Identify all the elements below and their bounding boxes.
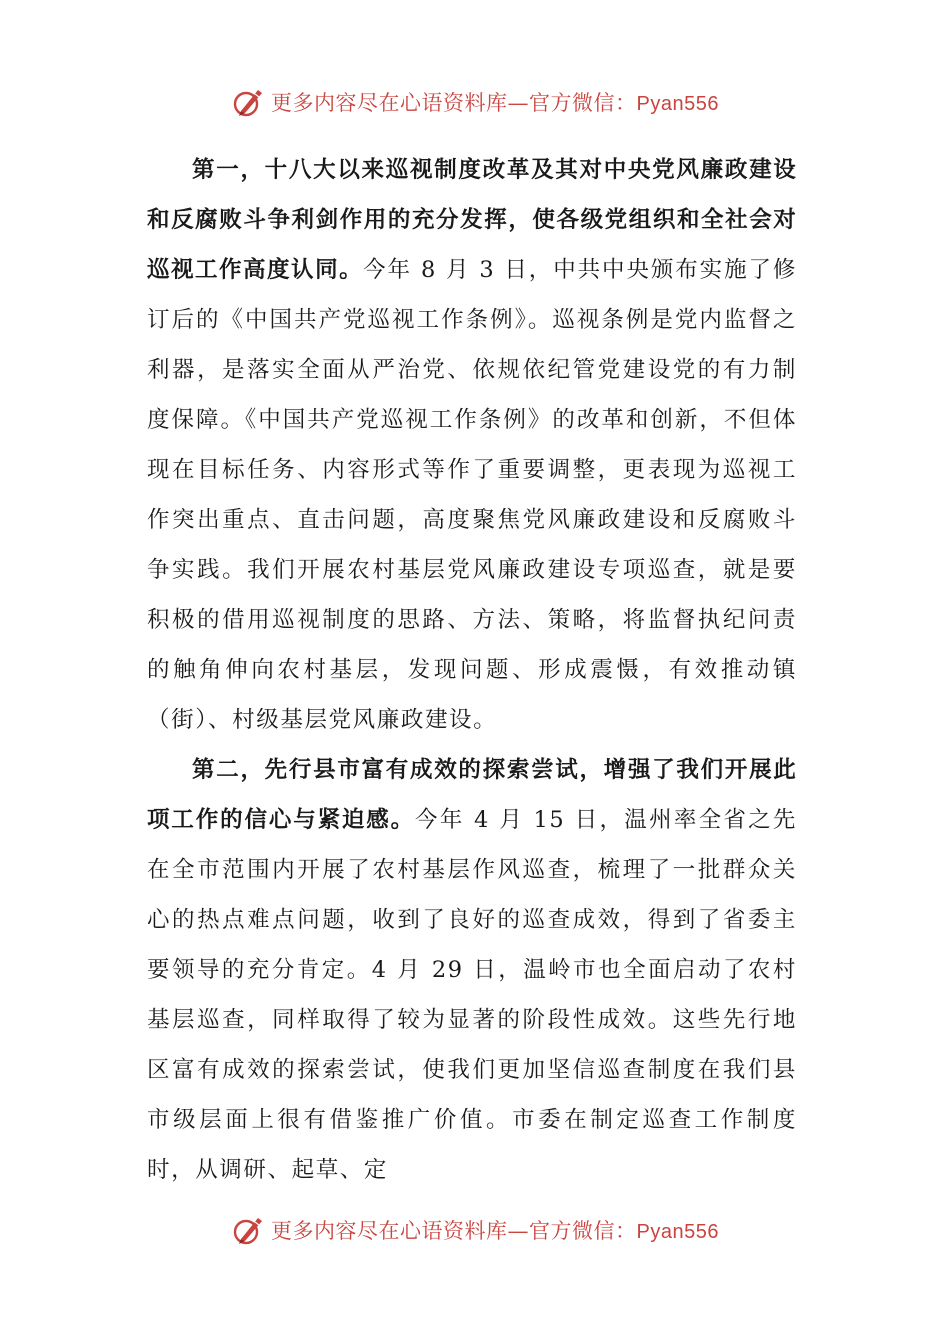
paragraph-2-text: 今年 4 月 15 日，温州率全省之先在全市范围内开展了农村基层作风巡查，梳理了一批群众关心的热点难点问题，收到了良好的巡查成效，得到了省委主要领导的充分肯定。4 月 29 日，温岭市也全面启动了农村基层巡查，同样取得了较为显著的阶段性成效。这些先行地区富有成效的探索尝试，使我们更加坚信巡查制度在我们县市级层面上很有借鉴推广价值。市委在制定巡查工作制度时，从调研、起草、定	[147, 807, 797, 1183]
wechat-id: Pyan556	[636, 93, 719, 115]
paragraph-1-lead: 第一，十八大以来巡视制度改革及其对中央党风廉政建设和反腐败斗争利剑作用的充分发挥，使各级党组织和全社会对巡视工作高度认同。	[147, 157, 797, 283]
banner-text: 更多内容尽在心语资料库—官方微信：Pyan556	[271, 1219, 719, 1243]
paragraph-2	[147, 745, 797, 1195]
header-banner	[0, 82, 950, 122]
paragraph-2-lead: 第二，先行县市富有成效的探索尝试，增强了我们开展此项工作的信心与紧迫感。	[147, 757, 797, 833]
paragraph-1	[147, 145, 797, 745]
paragraph-1-text: 今年 8 月 3 日，中共中央颁布实施了修订后的《中国共产党巡视工作条例》。巡视条例是党内监督之利器，是落实全面从严治党、依规依纪管党建设党的有力制度保障。《中国共产党巡视工作条例》的改革和创新，不但体现在目标任务、内容形式等作了重要调整，更表现为巡视工作突出重点、直击问题，高度聚焦党风廉政建设和反腐败斗争实践。我们开展农村基层党风廉政建设专项巡查，就是要积极的借用巡视制度的思路、方法、策略，将监督执纪问责的触角伸向农村基层，发现问题、形成震慑，有效推动镇（街）、村级基层党风廉政建设。	[147, 257, 797, 733]
wechat-id: Pyan556	[636, 1221, 719, 1243]
banner-text: 更多内容尽在心语资料库—官方微信：Pyan556	[271, 91, 719, 115]
document-body	[147, 145, 797, 1195]
pen-in-circle-icon	[231, 85, 265, 119]
pen-in-circle-icon	[231, 1213, 265, 1247]
footer-banner	[0, 1210, 950, 1250]
